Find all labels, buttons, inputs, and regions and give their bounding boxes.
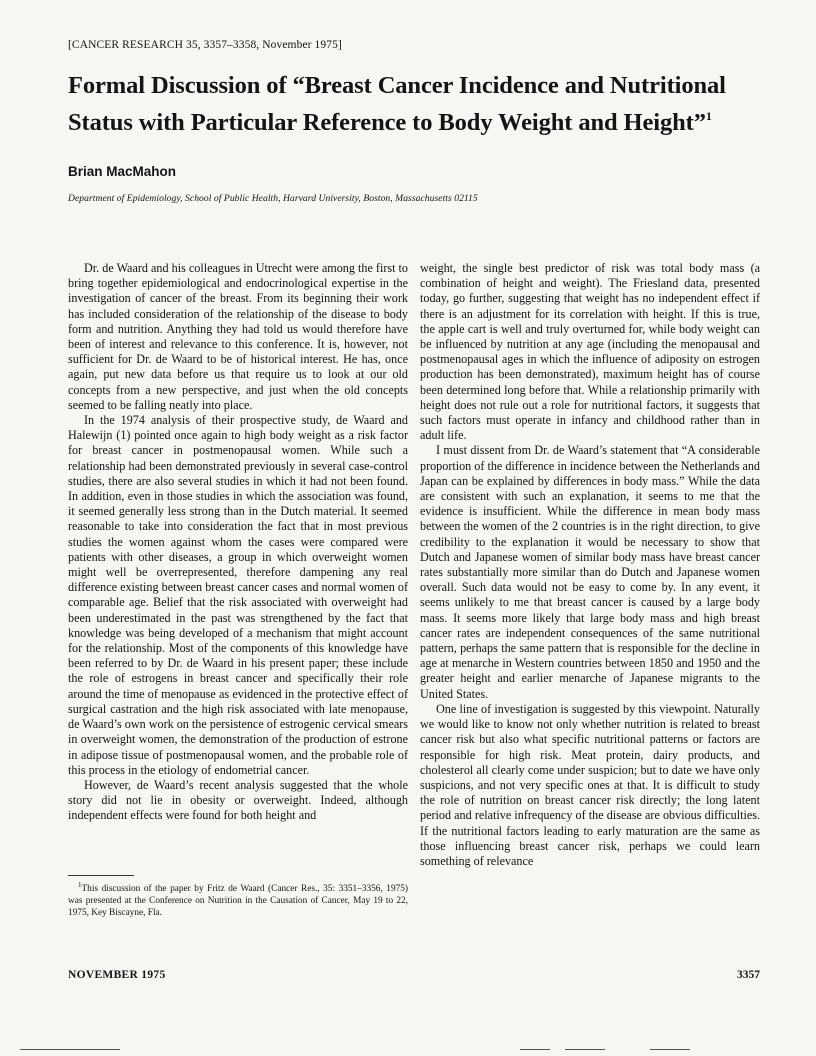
- body-right-column: [420, 261, 760, 869]
- footnote-mark: 1: [78, 881, 82, 889]
- paragraph: Dr. de Waard and his colleagues in Utrecht were among the first to bring together epidemiological and endocrinological expertise in the investigation of cancer of the breast. From its beginning their work has included consideration of the relationship of the disease to body form and nutrition. Anything they had told us would therefore have been of interest and relevance to this conference. It is, however, not sufficient for Dr. de Waard to be of historical interest. He has, once again, put new data before us that require us to look at our old concepts from a new perspective, and just when the old concepts seemed to be falling neatly into place.: [68, 261, 408, 412]
- paragraph: In the 1974 analysis of their prospective study, de Waard and Halewijn (1) pointed once again to high body weight as a risk factor for breast cancer in postmenopausal women. While such a relationship had been demonstrated previously in several case-control studies, there are also several studies in which it had not been found. In addition, even in those studies in which the association was found, it seemed generally less strong than in the Dutch material. It seemed reasonable to take into consideration the fact that in most previous studies the women against whom the cases were compared were patients with other diseases, a group in which overweight women might well be overrepresented, therefore dampening any real difference existing between breast cancer cases and normal women of comparable age. Belief that the risk associated with overweight had been underestimated in the past was strengthened by the fact that knowledge was being developed of a mechanism that might account for the relationship. Most of the components of this knowledge have been referred to by Dr. de Waard in his present paper; these include the role of estrogens in breast cancer and specifically their role around the time of menopause as evidenced in the protective effect of surgical castration and the high risk associated with late menopause, de Waard’s own work on the persistence of estrogenic cervical smears in overweight women, the demonstration of the production of estrone in adipose tissue of postmenopausal women, and the probable role of this process in the etiology of endometrial cancer.: [68, 413, 408, 777]
- body-left-column: [68, 261, 408, 824]
- footnote: [68, 880, 408, 919]
- page-number: 3357: [737, 969, 760, 981]
- title-footnote-mark: 1: [705, 109, 712, 123]
- scan-artifact-line: [650, 1049, 690, 1050]
- paragraph-continued: weight, the single best predictor of risk was total body mass (a combination of height and weight). The Friesland data, presented today, go further, suggesting that weight has no independent effect if there is an adjustment for its correlation with height. If this is true, the apple cart is well and truly overturned for, while body weight can be influenced by nutrition at any age (including the menopausal and postmenopausal ages in which the influence of adiposity on estrogen production has been demonstrated), maximum height has of course been determined long before that. While a relationship primarily with height does not rule out a role for nutritional factors, it suggests that such factors must operate in infancy and childhood rather than in adult life.: [420, 261, 760, 443]
- article-title-text: Formal Discussion of “Breast Cancer Incidence and Nutritional Status with Particular Reference to Body Weight and Height”: [68, 72, 726, 136]
- author-affiliation: Department of Epidemiology, School of Public Health, Harvard University, Boston, Massachusetts 02115: [68, 193, 478, 204]
- scan-artifact-line: [20, 1049, 120, 1050]
- author-name: Brian MacMahon: [68, 164, 177, 179]
- journal-reference: [CANCER RESEARCH 35, 3357–3358, November 1975]: [68, 39, 342, 51]
- footnote-text: This discussion of the paper by Fritz de Waard (Cancer Res., 35: 3351–3356, 1975) was presented at the Conference on Nutrition in the Causation of Cancer, May 19 to 22, 1975, Key Biscayne, Fla.: [68, 884, 408, 918]
- footer-date: NOVEMBER 1975: [68, 969, 166, 981]
- scan-artifact-line: [520, 1049, 550, 1050]
- scan-artifact-line: [565, 1049, 605, 1050]
- footnote-rule: [68, 875, 134, 876]
- paragraph: However, de Waard’s recent analysis suggested that the whole story did not lie in obesity or overweight. Indeed, although independent effects were found for both height and: [68, 777, 408, 823]
- paragraph: I must dissent from Dr. de Waard’s statement that “A considerable proportion of the difference in incidence between the Netherlands and Japan can be explained by differences in body mass.” While the data are consistent with such an explanation, it seems to me that the evidence is insufficient. While the difference in mean body mass between the women of the 2 countries is in the right direction, to give credibility to the explanation it would be necessary to show that Dutch and Japanese women of similar body mass have breast cancer rates substantially more similar than do Dutch and Japanese women overall. Such data would not be easy to come by. In any event, it seems unlikely to me that breast cancer is caused by a large body mass. It seems more likely that large body mass and high breast cancer rates are independent consequences of the same nutritional pattern, perhaps the same pattern that is responsible for the decline in age at menarche in Western countries between 1850 and 1950 and the greater height and earlier menarche of Japanese migrants to the United States.: [420, 443, 760, 701]
- paragraph: One line of investigation is suggested by this viewpoint. Naturally we would like to know not only whether nutrition is related to breast cancer risk but also what specific nutritional patterns or factors are responsible for high risk. Meat protein, dairy products, and cholesterol all clearly come under suspicion; but to date we have only suspicions, and not very specific ones at that. It is difficult to study the role of nutrition on breast cancer risk directly; the long latent period and relative infrequency of the disease are obvious difficulties. If the nutritional factors leading to early maturation are the same as those influencing breast cancer risk, perhaps we could learn something of relevance: [420, 701, 760, 868]
- article-title: [68, 70, 768, 138]
